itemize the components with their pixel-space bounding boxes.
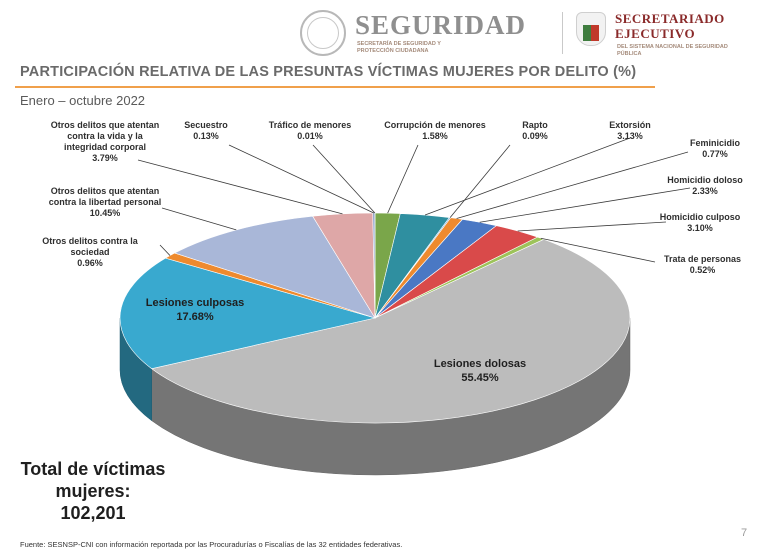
total-label-line2: mujeres: (55, 481, 131, 501)
label-feminicidio (680, 138, 750, 160)
label-rapto-line-1: 0.09% (522, 131, 548, 141)
label-otros-sociedad-line-1: sociedad (70, 247, 110, 257)
label-homicidio-culposo (645, 212, 755, 234)
label-trata-line-0: Trata de personas (663, 254, 742, 264)
label-otros-libertad-line-1: contra la libertad personal (48, 197, 162, 207)
label-trata-line-1: 0.52% (689, 265, 716, 275)
label-homicidio-doloso-line-0: Homicidio doloso (667, 175, 743, 185)
label-otros-sociedad-line-0: Otros delitos contra la (42, 236, 138, 246)
label-trafico-line-1: 0.01% (297, 131, 323, 141)
label-homicidio-doloso (650, 175, 760, 197)
label-rapto-line-0: Rapto (522, 120, 548, 130)
label-corrupcion (375, 120, 495, 142)
total-label-line1: Total de víctimas (20, 459, 166, 479)
secretariado-title-line2: EJECUTIVO (615, 26, 696, 41)
label-lesiones-dolosas (420, 357, 540, 385)
label-secuestro (176, 120, 236, 142)
label-homicidio-culposo-line-1: 3.10% (687, 223, 713, 233)
label-otros-sociedad (20, 236, 160, 269)
label-lesiones-culposas-line-0: Lesiones culposas (145, 297, 245, 309)
label-otros-sociedad-line-2: 0.96% (77, 258, 103, 268)
label-lesiones-culposas (130, 296, 260, 324)
label-otros-vida-line-2: integridad corporal (63, 142, 146, 152)
total-value: 102,201 (60, 503, 126, 523)
leader-line-9 (160, 245, 170, 256)
label-homicidio-culposo-line-0: Homicidio culposo (659, 212, 741, 222)
label-rapto (510, 120, 560, 142)
leader-line-5 (518, 222, 666, 231)
label-extorsion (595, 120, 665, 142)
chart-subtitle: Enero – octubre 2022 (20, 93, 146, 108)
label-corrupcion-line-0: Corrupción de menores (384, 120, 486, 130)
label-lesiones-dolosas-line-0: Lesiones dolosas (433, 358, 527, 370)
label-secuestro-line-0: Secuestro (184, 120, 228, 130)
label-otros-vida-line-3: 3.79% (92, 153, 118, 163)
label-otros-vida (20, 120, 190, 164)
seguridad-logo-title: SEGURIDAD (355, 10, 527, 40)
label-extorsion-line-0: Extorsión (609, 120, 651, 130)
label-otros-libertad-line-0: Otros delitos que atentan (50, 186, 160, 196)
page-number: 7 (741, 527, 748, 539)
secretariado-logo-subtitle: DEL SISTEMA NACIONAL DE SEGURIDAD PÚBLICA (617, 44, 728, 57)
label-otros-vida-line-0: Otros delitos que atentan (50, 120, 160, 130)
label-corrupcion-line-1: 1.58% (422, 131, 448, 141)
leader-line-1 (425, 138, 630, 215)
label-lesiones-culposas-line-1: 17.68% (176, 311, 214, 323)
label-trafico (255, 120, 365, 142)
label-lesiones-dolosas-line-1: 55.45% (461, 372, 499, 384)
seguridad-logo-subtitle: SECRETARÍA DE SEGURIDAD Y PROTECCIÓN CIUDADANA (357, 41, 441, 54)
label-otros-vida-line-1: contra la vida y la (67, 131, 143, 141)
leader-line-0 (388, 145, 418, 213)
label-feminicidio-line-0: Feminicidio (689, 138, 740, 148)
label-homicidio-doloso-line-1: 2.33% (692, 186, 718, 196)
label-secuestro-line-1: 0.13% (193, 131, 219, 141)
label-trafico-line-0: Tráfico de menores (268, 120, 352, 130)
label-feminicidio-line-1: 0.77% (702, 149, 728, 159)
label-otros-libertad-line-2: 10.45% (89, 208, 121, 218)
total-victims (18, 458, 168, 524)
label-trata (655, 254, 750, 276)
label-otros-libertad (20, 186, 190, 219)
chart-title: PARTICIPACIÓN RELATIVA DE LAS PRESUNTAS VÍCTIMAS MUJERES POR DELITO (%) (20, 64, 637, 80)
source-note: Fuente: SESNSP-CNI con información reportada por las Procuradurías o Fiscalías de las 32 entidades federativas. (20, 540, 403, 549)
leader-line-2 (450, 145, 510, 218)
leader-line-13 (313, 145, 375, 213)
label-extorsion-line-1: 3.13% (617, 131, 643, 141)
secretariado-title-line1: SECRETARIADO (615, 11, 725, 26)
